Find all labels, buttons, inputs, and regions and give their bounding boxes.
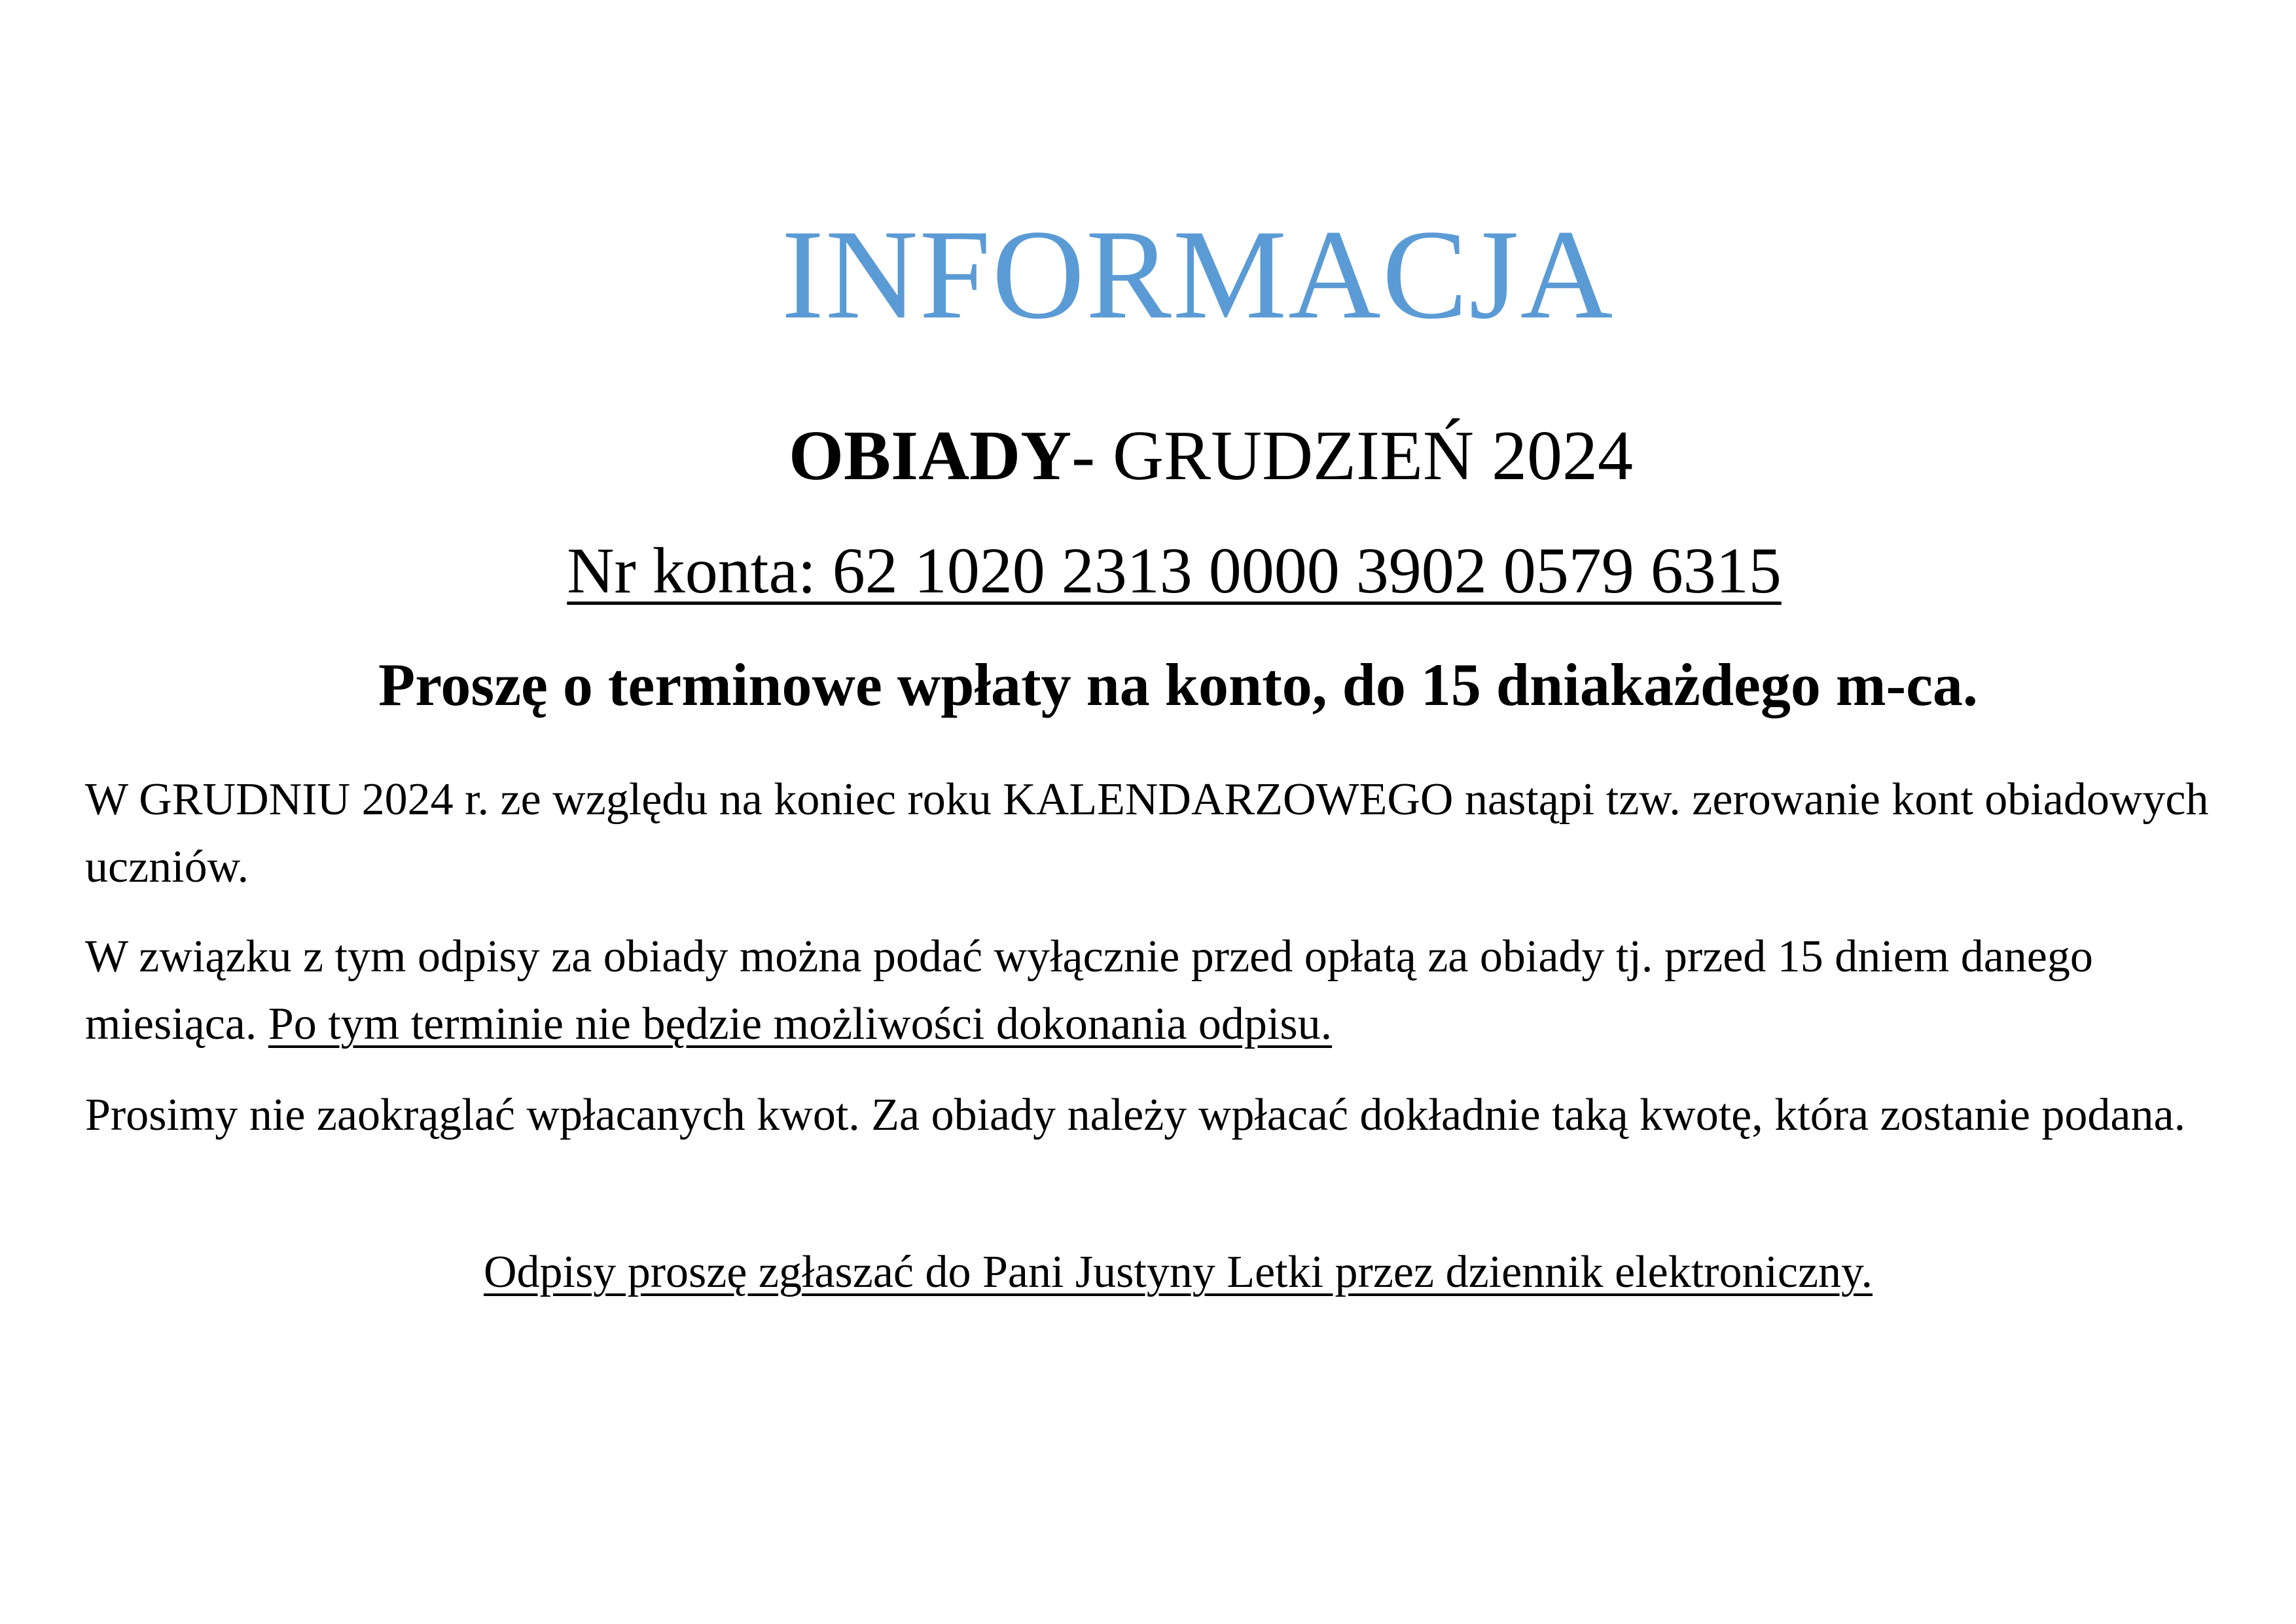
subtitle-month: - GRUDZIEŃ 2024: [1071, 417, 1633, 495]
paragraph-deductions: [85, 923, 2219, 1058]
page-title: INFORMACJA: [781, 204, 1615, 346]
paragraph-exact-amount: Prosimy nie zaokrąglać wpłacanych kwot. Za obiady należy wpłacać dokładnie taką kwotę, która zostanie podana.: [85, 1090, 2186, 1140]
payment-request: Proszę o terminowe wpłaty na konto, do 15 dniakażdego m-ca.: [378, 651, 1978, 718]
subtitle-bold: OBIADY: [789, 417, 1072, 495]
account-number: Nr konta: 62 1020 2313 0000 3902 0579 6315: [567, 534, 1782, 607]
paragraph-deductions-text: W związku z tym odpisy za obiady można podać wyłącznie przed opłatą za obiady tj. przed 15 dniem danego miesiąca.: [85, 931, 2093, 1049]
closing-note: [30, 1238, 2296, 1306]
closing-note-text: Odpisy proszę zgłaszać do Pani Justyny Letki przez dziennik elektroniczny.: [483, 1247, 1873, 1297]
paragraph-year-end: W GRUDNIU 2024 r. ze względu na koniec roku KALENDARZOWEGO nastąpi tzw. zerowanie kont obiadowych uczniów.: [85, 774, 2209, 892]
paragraph-deductions-deadline: Po tym terminie nie będzie możliwości dokonania odpisu.: [268, 999, 1333, 1049]
subtitle: [63, 414, 2296, 499]
